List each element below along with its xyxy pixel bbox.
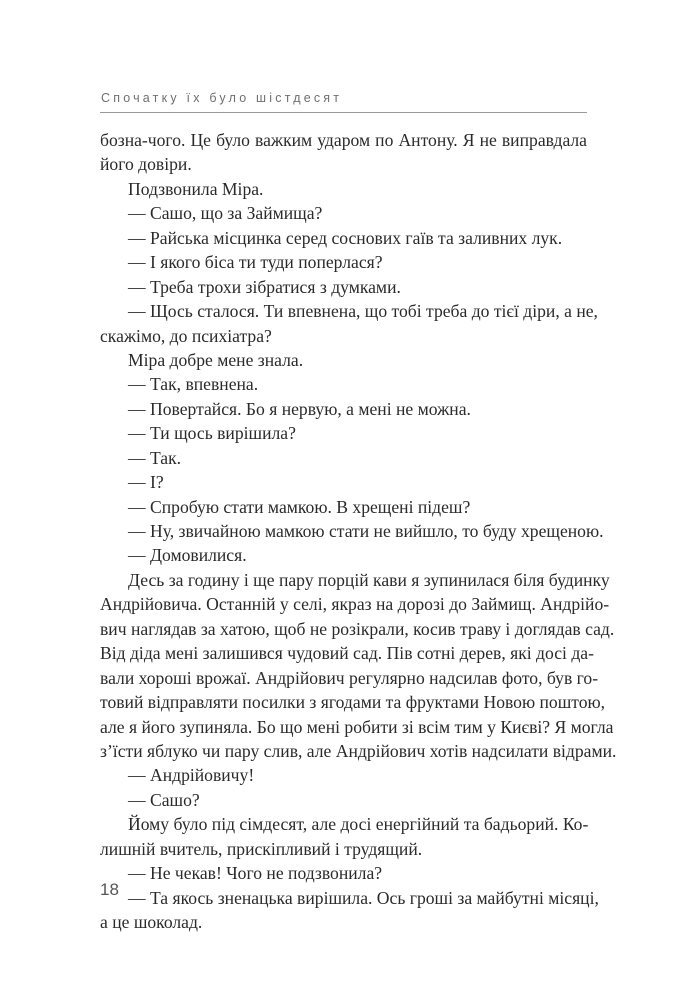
text-line: — Не чекав! Чого не подзвонила? [128,863,383,884]
text-line: Десь за годину і ще пару порцій кави я зупинилася біля будинку [128,569,610,590]
text-line: — Спробую стати мамкою. В хрещені підеш? [128,496,471,517]
text-line: Йому було під сімдесят, але досі енергійний та бадьорий. Ко- [128,814,589,835]
text-line: — Райська місцинка серед соснових гаїв та заливних лук. [128,227,563,248]
text-line: з’їсти яблуко чи пару слив, але Андрійович хотів надсилати відрами. [100,740,617,761]
text-line: скажімо, до психіатра? [100,325,272,346]
text-line: — Сашо? [128,789,200,810]
text-line: — Та якось зненацька вирішила. Ось гроші за майбутні місяці, [128,887,599,908]
text-line: Андрійовича. Останній у селі, якраз на дорозі до Займищ. Андрійо- [100,594,610,615]
text-line: — Сашо, що за Займища? [128,203,323,224]
text-line: — Так, впевнена. [128,374,259,395]
text-line: — Ну, звичайною мамкою стати не вийшло, то буду хрещеною. [128,521,604,541]
text-line: — Треба трохи зібратися з думками. [128,276,401,297]
header-divider [100,112,587,113]
text-line: його довіри. [100,154,192,175]
text-line: — Так. [128,447,182,468]
body-text [100,128,617,934]
text-line: — Щось сталося. Ти впевнена, що тобі треба до тієї діри, а не, [128,301,598,322]
text-line: Від діда мені залишився чудовий сад. Пів сотні дерев, які досі да- [100,643,594,664]
text-line: вали хороші врожаї. Андрійович регулярно надсилав фото, був го- [100,667,599,688]
page-number: 18 [100,880,119,899]
text-line: а це шоколад. [100,912,203,932]
text-line: — Домовилися. [128,545,247,566]
text-line: — І якого біса ти туди поперлася? [128,252,383,273]
text-line: Подзвонила Міра. [128,178,264,199]
text-line: — Повертайся. Бо я нервую, а мені не можна. [128,398,471,419]
text-line: — Ти щось вирішила? [128,423,296,444]
text-line: бозна-чого. Це було важким ударом по Антону. Я не виправдала [100,130,587,150]
text-line: — Андрійовичу! [128,765,255,786]
running-head: Спочатку їх було шістдесят [101,91,343,105]
text-line: — І? [128,472,164,493]
text-line: вич наглядав за хатою, щоб не розікрали, косив траву і доглядав сад. [100,618,615,639]
text-line: товий відправляти посилки з ягодами та фруктами Новою поштою, [100,692,606,713]
text-line: але я його зупиняла. Бо що мені робити зі всім тим у Києві? Я могла [100,716,614,737]
text-line: Міра добре мене знала. [128,349,304,370]
text-line: лишній вчитель, прискіпливий і трудящий. [100,838,423,859]
